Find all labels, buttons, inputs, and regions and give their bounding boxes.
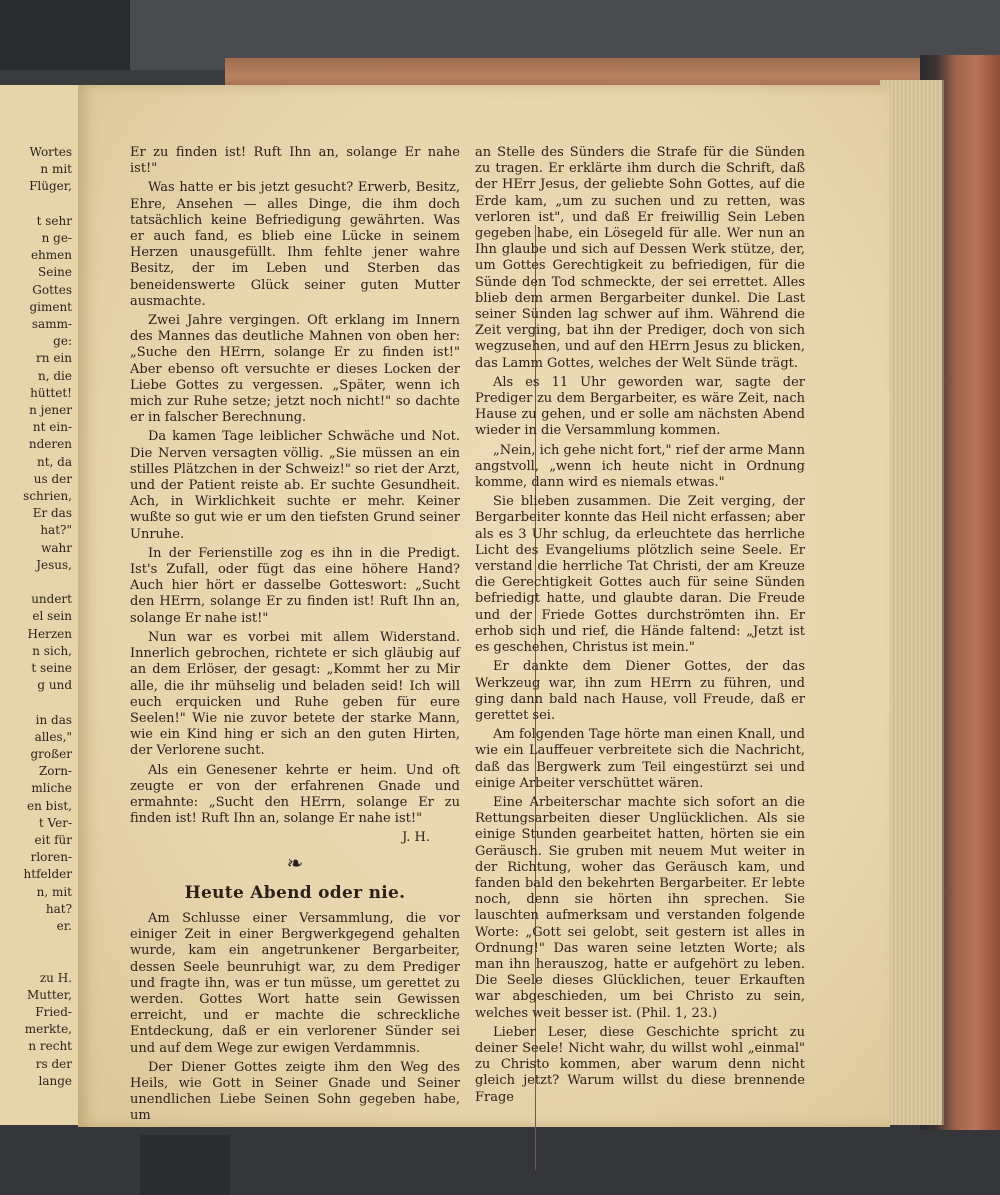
paragraph: Als es 11 Uhr geworden war, sagte der Prediger zu dem Bergarbeiter, es wäre Zeit, nach Hause zu gehen, und er solle am nächsten Abend wieder in die Versammlung kommen.	[475, 374, 805, 439]
left-page-line: Fried-	[35, 1005, 72, 1019]
paragraph: Zwei Jahre vergingen. Oft erklang im Innern des Mannes das deutliche Mahnen von oben her: „Suche den HErrn, solange Er zu finden ist!" Aber ebenso oft versuchte er dieses Locken der Liebe Gottes zu vergessen. „Später, wenn ich mich zur Ruhe setze; jetzt noch nicht!" so dachte er in falscher Berechnung.	[130, 313, 460, 426]
left-page-line: rn ein	[36, 351, 72, 366]
left-page-line: wahr	[41, 540, 72, 555]
background-dark-block	[0, 0, 130, 70]
paragraph: Als ein Genesener kehrte er heim. Und oft zeugte er von der erfahrenen Gnade und ermahnte: „Sucht den HErrn, solange Er zu finden ist! Ruft Ihn an, solange Er nahe ist!"	[130, 762, 460, 827]
left-page-line: er.	[56, 919, 72, 933]
left-page-line: nderen	[28, 437, 72, 452]
left-page-line: n mit	[40, 162, 72, 177]
paragraph: Er dankte dem Diener Gottes, der das Werkzeug war, ihn zum HErrn zu führen, und ging dann bald nach Hause, voll Freude, daß er gerettet sei.	[475, 659, 805, 723]
paragraph: Der Diener Gottes zeigte ihm den Weg des Heils, wie Gott in Seiner Gnade und Seiner unendlichen Liebe Seinen Sohn gegeben habe, um	[130, 1059, 460, 1124]
left-page	[0, 85, 80, 1125]
left-page-line: undert	[31, 592, 72, 607]
left-page-line: Jesus,	[36, 557, 72, 572]
left-page-line: mliche	[31, 781, 72, 796]
left-page-line: hat?"	[40, 523, 72, 538]
paragraph: Am Schlusse einer Versammlung, die vor einiger Zeit in einer Bergwerkgegend gehalten wurde, kam ein angetrunkener Bergarbeiter, dessen Seele beunruhigt war, zu dem Prediger und fragte ihn, was er tun müsse, um gerettet zu werden. Gottes Wort hatte sein Gewissen erreicht, und er machte die schreckliche Entdeckung, daß er ein verlorener Sünder sei und auf dem Wege zur ewigen Verdammnis.	[130, 910, 460, 1056]
author-signature: J. H.	[402, 830, 430, 846]
left-page-line: lange	[38, 1073, 72, 1088]
left-page-line: schrien,	[23, 489, 72, 503]
left-page-line: el sein	[32, 609, 72, 624]
left-page-line: n, mit	[36, 884, 72, 899]
paragraph: an Stelle des Sünders die Strafe für die Sünden zu tragen. Er erklärte ihm durch die Schrift, daß der HErr Jesus, der geliebte Sohn Gottes, auf die Erde kam, „um zu suchen und zu retten, was verloren ist", und daß Er freiwillig Sein Leben gegeben habe, ein Lösegeld für alle. Wer nun an Ihn glaube und sich auf Dessen Werk stütze, der, um Gottes Gerechtigkeit zu befriedigen, für die Sünde den Tod schmeckte, der sei errettet. Alles blieb dem armen Bergarbeiter dunkel. Die Last seiner Sünden lag schwer auf ihm. Während die Zeit verging, bat ihn der Prediger, doch von sich wegzusehen, und auf den HErrn Jesus zu blicken, das Lamm Gottes, welches der Welt Sünde trägt.	[475, 145, 805, 371]
left-page-line: nt ein-	[32, 420, 72, 435]
left-page-line: großer	[30, 747, 72, 761]
left-page-line: Zorn-	[38, 764, 72, 779]
paragraph: In der Ferienstille zog es ihn in die Predigt. Ist's Zufall, oder fügt das eine höhere Hand? Auch hier hört er dasselbe Gotteswort: „Sucht den HErrn, solange Er zu finden ist! Ruft Ihn an, solange Er nahe ist!"	[130, 545, 460, 626]
left-page-line: Wortes	[29, 145, 72, 159]
paragraph: „Nein, ich gehe nicht fort," rief der arme Mann angstvoll, „wenn ich heute nicht in Ordnung komme, dann wird es niemals etwas."	[475, 442, 805, 491]
background-bottom-block	[140, 1135, 230, 1195]
paragraph: Da kamen Tage leiblicher Schwäche und Not. Die Nerven versagten völlig. „Sie müssen an ein stilles Plätzchen in der Schweiz!" so riet der Arzt, und der Patient reiste ab. Er suchte Gesundheit. Ach, in Wirklichkeit suchte er mehr. Keiner wußte so gut wie er um den tiefsten Grund seiner Unruhe.	[130, 429, 460, 542]
left-page-line: Herzen	[27, 626, 72, 641]
paragraph: Er zu finden ist! Ruft Ihn an, solange Er nahe ist!"	[130, 145, 460, 177]
left-page-line: hat?	[45, 901, 72, 916]
left-page-line: samm-	[31, 317, 72, 331]
left-page-line: zu H.	[39, 970, 72, 985]
left-page-line: eit für	[34, 833, 72, 847]
book-cover-top	[225, 58, 935, 88]
left-page-line: ehmen	[30, 248, 72, 263]
left-page-line: Mutter,	[27, 987, 72, 1002]
left-page-line: merkte,	[24, 1022, 72, 1037]
left-page-line: n sich,	[32, 643, 72, 658]
paragraph: Am folgenden Tage hörte man einen Knall, und wie ein Lauffeuer verbreitete sich die Nachricht, daß das Bergwerk zum Teil eingestürzt sei und einige Arbeiter verschüttet wären.	[475, 727, 805, 791]
left-page-line: alles,"	[34, 729, 72, 744]
left-page-line: n, die	[38, 368, 72, 383]
left-page-line: t Ver-	[38, 815, 72, 830]
left-page-line: giment	[29, 299, 72, 314]
left-page-line: Gottes	[32, 282, 72, 297]
left-page-line: t seine	[31, 661, 72, 675]
left-page-line: nt, da	[36, 454, 72, 469]
left-page-line: rloren-	[30, 850, 72, 865]
left-page-line: Flüger,	[29, 179, 72, 194]
left-page-line: htfelder	[23, 867, 72, 882]
left-page-line: us der	[33, 471, 72, 486]
paragraph: Lieber Leser, diese Geschichte spricht zu deiner Seele! Nicht wahr, du willst wohl „einmal" zu Christo kommen, aber warum denn nicht gleich jetzt? Warum willst du diese brennende Frage	[475, 1024, 805, 1105]
text-column-left	[130, 145, 460, 1128]
left-page-line: hüttet!	[30, 385, 72, 400]
article-heading: Heute Abend oder nie.	[184, 882, 406, 903]
paragraph: Sie blieben zusammen. Die Zeit verging, der Bergarbeiter konnte das Heil nicht erfassen; aber als es 3 Uhr schlug, da erleuchtete das herrliche Licht des Evangeliums plötzlich seine Seele. Er verstand die herrliche Tat Christi, der am Kreuze die Gerechtigkeit Gottes auch für seine Sünden befriedigt hatte, und glaubte daran. Die Freude und der Friede Gottes durchströmten ihn. Er erhob sich und rief, die Hände faltend: „Jetzt ist es geschehen, Christus ist mein."	[475, 494, 805, 656]
left-page-line: ge:	[53, 334, 72, 349]
left-page-line: in das	[35, 712, 72, 727]
paragraph: Was hatte er bis jetzt gesucht? Erwerb, Besitz, Ehre, Ansehen — alles Dinge, die ihm doch tatsächlich keine Befriedigung gewährten. Was er auch fand, es blieb eine Lücke in seinem Herzen unausgefüllt. Ihm fehlte jener wahre Besitz, der im Leben und Sterben das beneidenswerte Glück seiner guten Mutter ausmachte.	[130, 180, 460, 309]
left-page-line: n ge-	[41, 231, 72, 245]
left-page-line: rs der	[35, 1056, 72, 1071]
left-page-line: Er das	[32, 506, 72, 521]
left-page-line: en bist,	[27, 798, 72, 813]
left-page-line: Seine	[38, 265, 72, 280]
paragraph: Nun war es vorbei mit allem Widerstand. Innerlich gebrochen, richtete er sich gläubig auf an dem Erlöser, der gesagt: „Kommt her zu Mir alle, die ihr mühselig und beladen seid! Ich will euch erquicken und Ruhe geben für eure Seelen!" Wie nie zuvor betete der starke Mann, wie ein Kind hing er sich an den guten Hirten, der Verlorene sucht.	[130, 629, 460, 759]
left-page-line: t sehr	[36, 213, 72, 228]
left-page-line: n jener	[29, 403, 72, 417]
text-column-right	[475, 145, 805, 1109]
left-page-line: g und	[37, 678, 72, 693]
ornament-icon: ❧	[286, 850, 304, 875]
paragraph: Eine Arbeiterschar machte sich sofort an die Rettungsarbeiten dieser Unglücklichen. Als sie einige Stunden gearbeitet hatten, hörten sie ein Geräusch. Sie gruben mit neuem Mut weiter in der Richtung, woher das Geräusch kam, und fanden bald den bekehrten Bergarbeiter. Er lebte noch, denn sie hörten ihn sprechen. Sie lauschten aufmerksam und verstanden folgende Worte: „Gott sei gelobt, seit gestern ist alles in Ordnung!" Das waren seine letzten Worte; als man ihn herauszog, hatte er aufgehört zu leben. Die Seele dieses Glücklichen, teuer Erkauften war abgeschieden, um bei Christo zu sein, welches weit besser ist. (Phil. 1, 23.)	[475, 794, 805, 1021]
left-page-line: n recht	[28, 1039, 72, 1054]
